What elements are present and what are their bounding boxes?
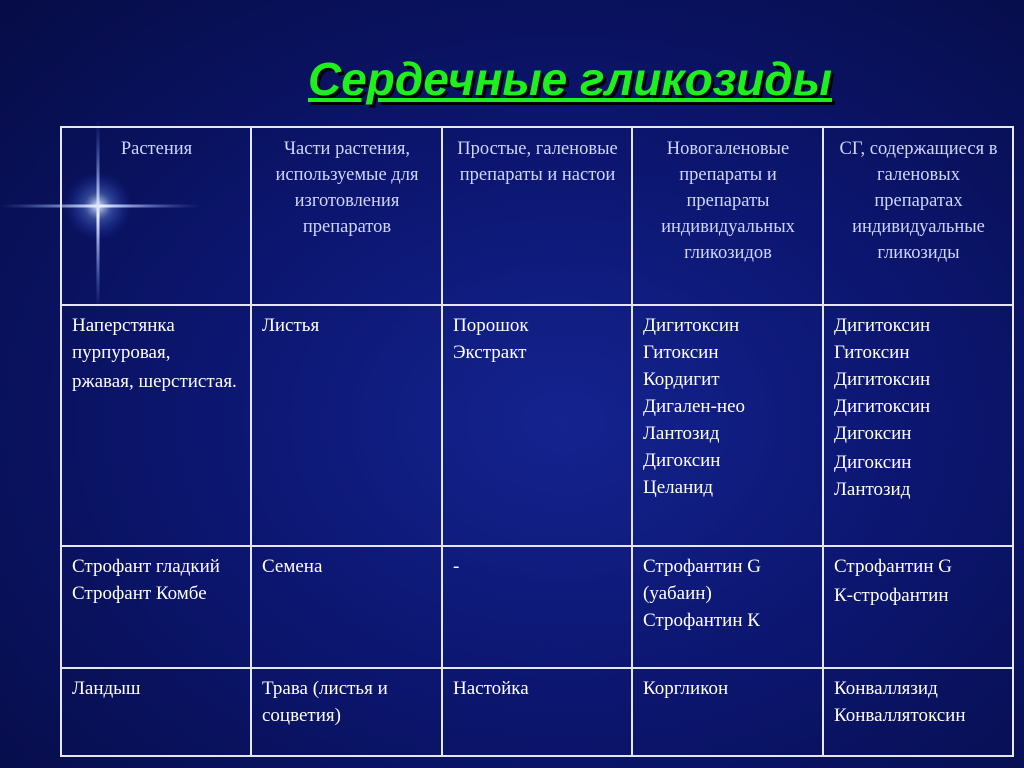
plant-name: Строфант гладкий [72,556,220,577]
cell-individual-glycosides [823,305,1013,546]
header-simple-preparations: Простые, галеновые препараты и настои [442,127,632,305]
cell-individual-glycosides [823,546,1013,668]
glycoside: Дигоксин [834,423,912,444]
cell-neogalenic-preparations [632,546,823,668]
preparation: Кордигит [643,369,720,390]
table-row [61,668,1013,756]
glycoside: Строфантин G [834,556,952,577]
header-neogalenic-preparations: Новогаленовые препараты и препараты индивидуальных гликозидов [632,127,823,305]
plant-part: Трава (листья и соцветия) [262,678,388,726]
preparation: Порошок [453,315,529,336]
cardiac-glycosides-table [60,126,1014,757]
cell-individual-glycosides [823,668,1013,756]
preparation: Дигоксин [643,450,721,471]
glycoside: Гитоксин [834,342,910,363]
glycoside: Дигоксин [834,452,912,473]
cell-neogalenic-preparations [632,668,823,756]
plant-part: Семена [262,556,323,577]
glycoside: Дигитоксин [834,369,931,390]
table-row [61,305,1013,546]
header-plant-parts: Части растения, используемые для изготовления препаратов [251,127,442,305]
header-plants: Растения [61,127,251,305]
cell-plant-parts [251,546,442,668]
glycoside: Дигитоксин [834,396,931,417]
cell-plants [61,305,251,546]
table-row [61,546,1013,668]
preparation: Гитоксин [643,342,719,363]
glycoside: Конваллязид [834,678,938,699]
plant-name: Строфант Комбе [72,583,207,604]
preparation: Коргликон [643,678,729,699]
cell-plants [61,546,251,668]
preparation: Экстракт [453,342,527,363]
cell-neogalenic-preparations [632,305,823,546]
preparation: Строфантин G (уабаин) [643,556,761,604]
glycoside: Дигитоксин [834,315,931,336]
header-row [61,127,1013,305]
preparation: Строфантин К [643,610,760,631]
slide-title: Сердечные гликозиды [308,53,832,105]
glycoside: Конваллятоксин [834,705,966,726]
preparation: - [453,556,460,577]
cell-simple-preparations [442,546,632,668]
cell-plant-parts [251,305,442,546]
preparation: Настойка [453,678,529,699]
preparation: Дигален-нео [643,396,746,417]
preparation: Лантозид [643,423,720,444]
preparation: Целанид [643,477,714,498]
plant-name: Наперстянка пурпуровая, [72,315,175,363]
header-individual-glycosides: СГ, содержащиеся в галеновых препаратах индивидуальные гликозиды [823,127,1013,305]
cell-plants [61,668,251,756]
glycoside: Лантозид [834,479,911,500]
plant-name: Ландыш [72,678,141,699]
cell-simple-preparations [442,668,632,756]
preparation: Дигитоксин [643,315,740,336]
plant-part: Листья [262,315,320,336]
cell-simple-preparations [442,305,632,546]
glycoside: К-строфантин [834,585,949,606]
plant-name: ржавая, шерстистая. [72,371,237,392]
cell-plant-parts [251,668,442,756]
